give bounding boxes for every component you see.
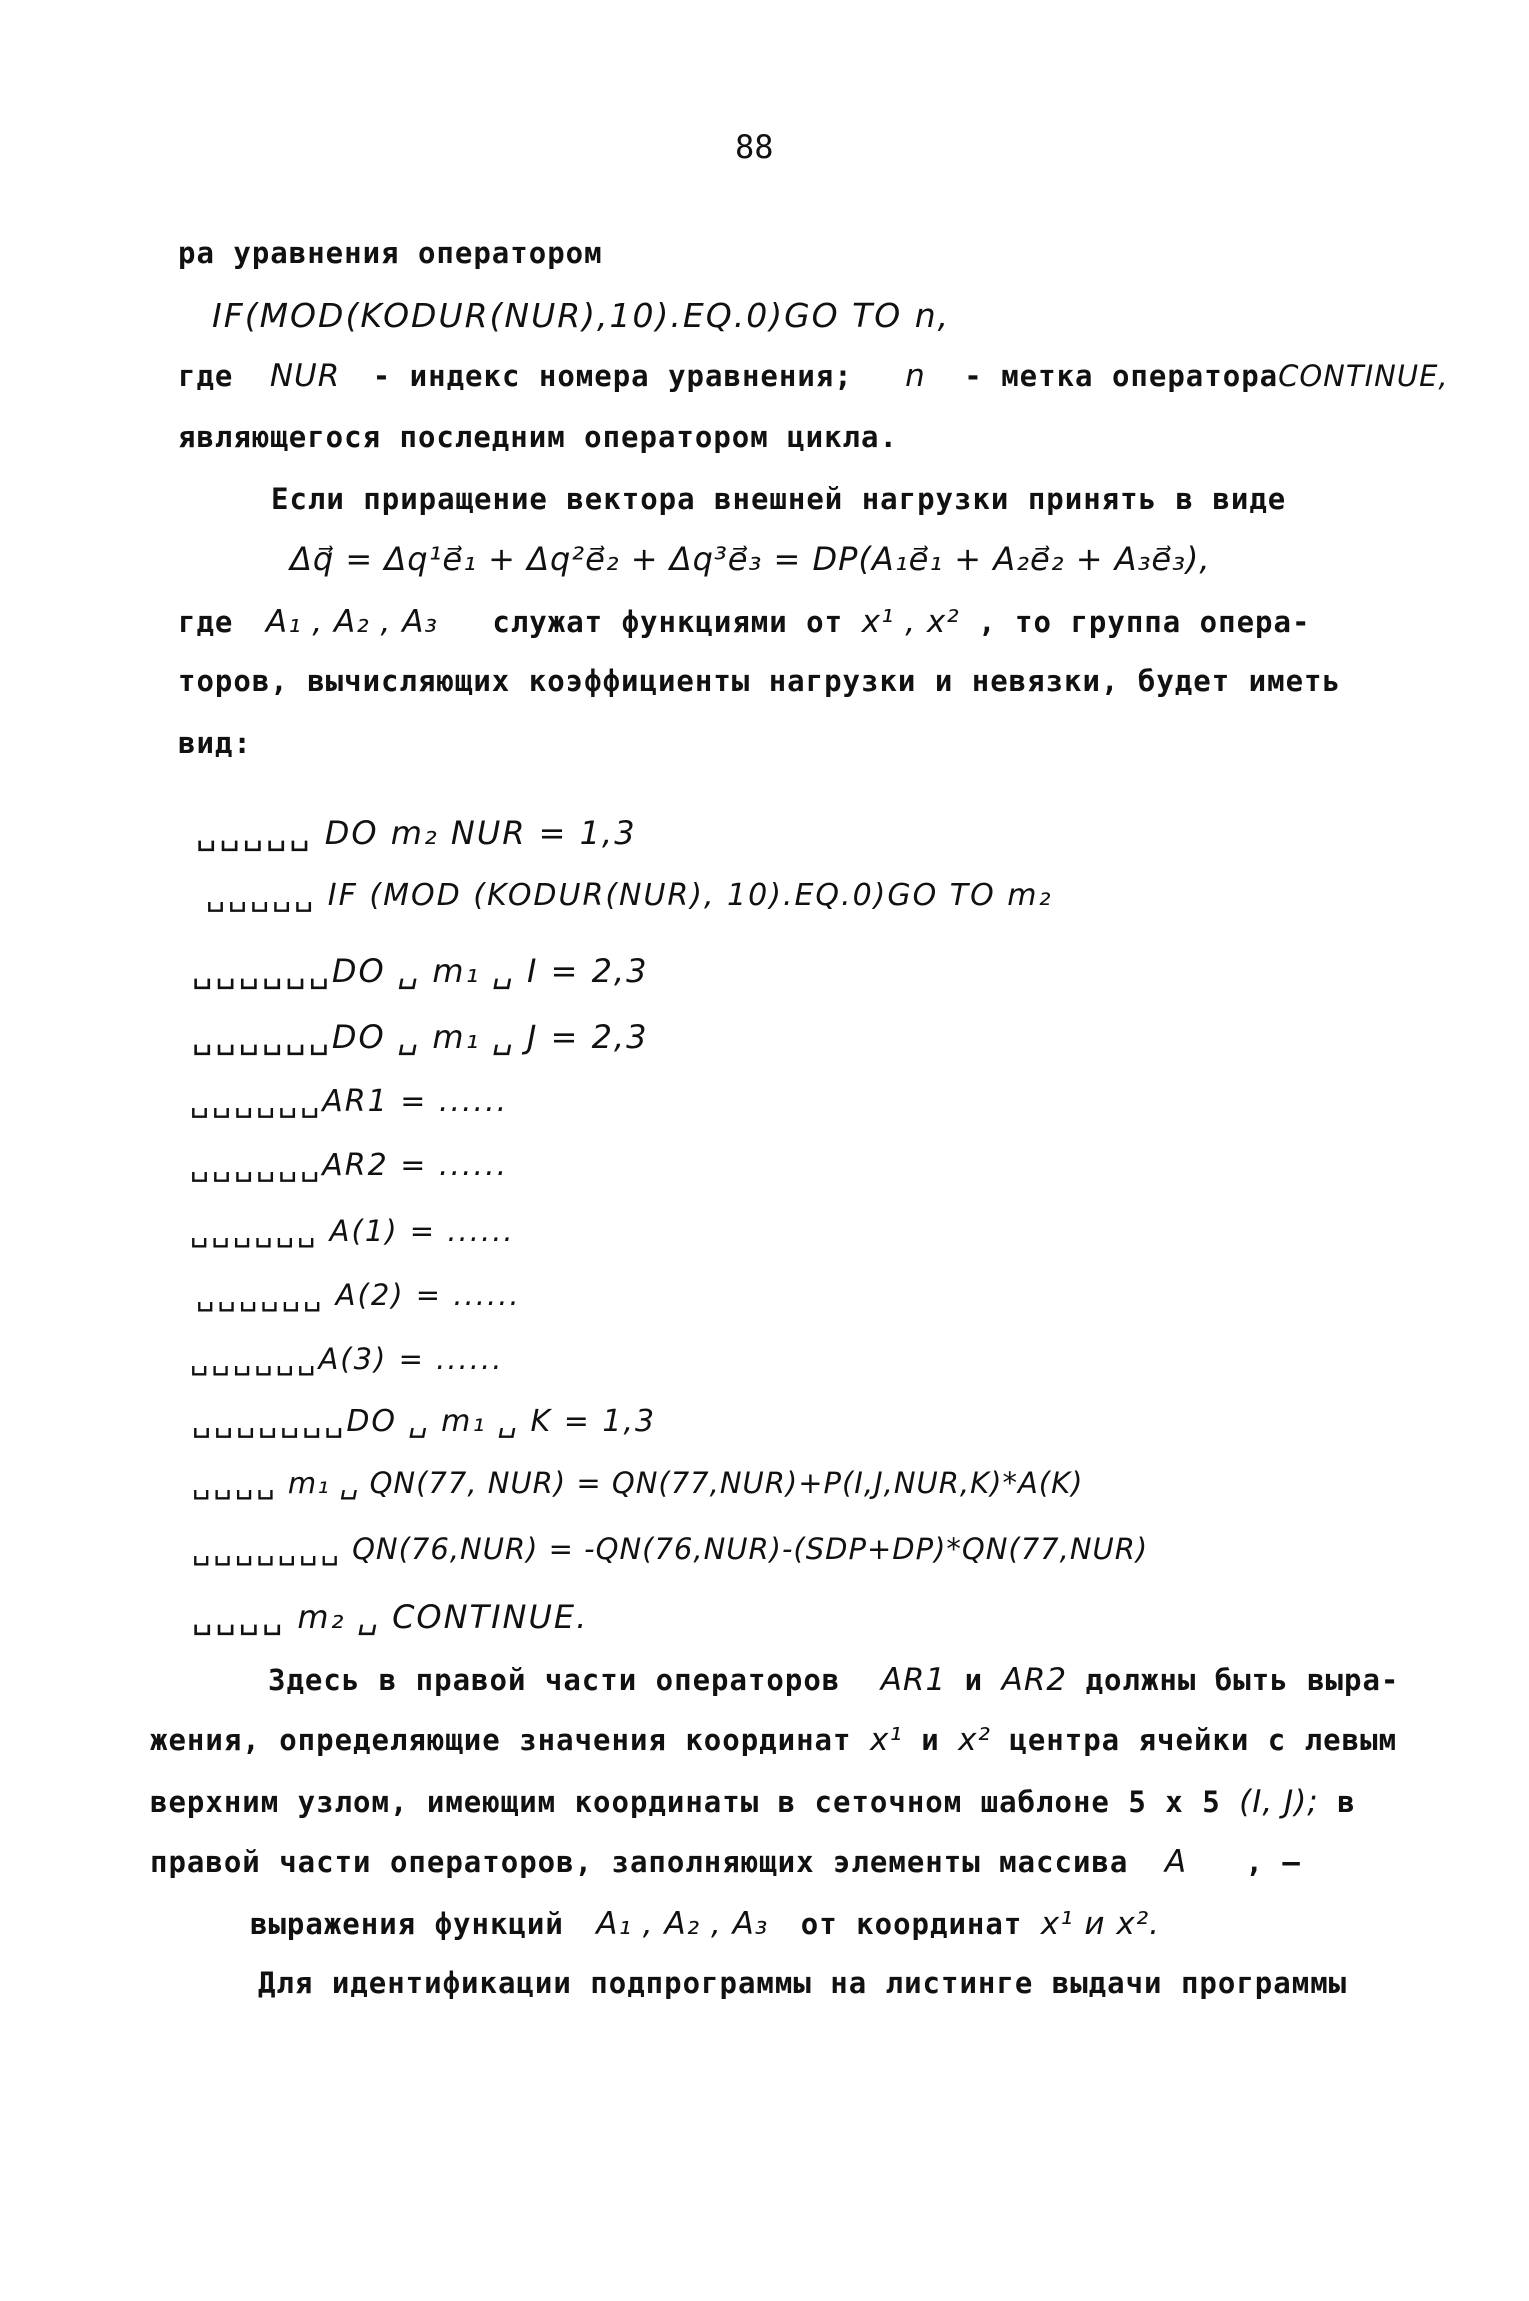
text-fragment: и <box>964 1663 984 1697</box>
var-a-list: A₁ , A₂ , A₃ <box>596 1906 769 1942</box>
blank-marks: ␣␣␣␣␣␣␣ <box>192 1532 342 1566</box>
text-line <box>150 1784 1356 1820</box>
var-continue: CONTINUE, <box>1278 359 1449 393</box>
blank-marks: ␣␣␣␣␣␣ <box>190 1214 319 1248</box>
var-nur: NUR <box>269 358 341 394</box>
text-fragment: , то группа опера- <box>978 605 1311 639</box>
blank-marks: ␣␣␣␣␣␣ <box>192 952 332 990</box>
code-line <box>192 1598 588 1636</box>
code-line <box>192 952 649 990</box>
text-fragment: в <box>1337 1785 1356 1819</box>
text-fragment: , — <box>1245 1845 1301 1879</box>
var-x-list: x¹ и x². <box>1040 1906 1161 1942</box>
text-line: являющегося последним оператором цикла. <box>178 420 898 454</box>
text-fragment: - метка оператора <box>964 359 1279 393</box>
text-line <box>150 1844 1301 1880</box>
text-line <box>250 1906 1160 1942</box>
formula-load-vector: Δq⃗ = Δq¹e⃗₁ + Δq²e⃗₂ + Δq³e⃗₃ = DP(A₁e⃗₁ + A₂e⃗₂ + A₃e⃗₃), <box>290 540 1211 578</box>
text-fragment: центра ячейки с левым <box>1009 1723 1398 1757</box>
blank-marks: ␣␣␣␣␣ <box>206 878 317 913</box>
formula-if-goto: IF(MOD(KODUR(NUR),10).EQ.0)GO TO n, <box>212 296 951 335</box>
text-fragment: служат функциями от <box>492 605 844 639</box>
var-x-list: x¹ , x² <box>861 604 960 640</box>
code-text: DO m₂ NUR = 1,3 <box>324 814 637 852</box>
blank-marks: ␣␣␣␣␣␣ <box>190 1342 319 1376</box>
code-line <box>192 1532 1148 1566</box>
text-line: вид: <box>178 726 252 760</box>
text-line <box>178 358 1449 394</box>
var-A: A <box>1164 1844 1188 1880</box>
code-text: DO ␣ m₁ ␣ I = 2,3 <box>331 952 649 990</box>
blank-marks: ␣␣␣␣␣␣ <box>192 1018 332 1056</box>
code-text: DO ␣ m₁ ␣ K = 1,3 <box>346 1404 657 1439</box>
text-fragment: где <box>178 359 234 393</box>
text-fragment: где <box>178 605 234 639</box>
var-ar1: AR1 <box>880 1662 947 1698</box>
text-line: Если приращение вектора внешней нагрузки принять в виде <box>271 482 1287 516</box>
code-text: QN(76,NUR) = -QN(76,NUR)-(SDP+DP)*QN(77,NUR) <box>352 1532 1149 1566</box>
blank-marks: ␣␣␣␣␣ <box>196 814 313 852</box>
code-line <box>190 1342 503 1376</box>
text-line: ра уравнения оператором <box>178 236 603 270</box>
blank-marks: ␣␣␣␣ <box>192 1598 286 1636</box>
page-number: 88 <box>735 128 774 166</box>
text-fragment: верхним узлом, имеющим координаты в сеточном шаблоне 5 x 5 <box>150 1785 1221 1819</box>
var-n: n <box>905 358 926 394</box>
text-line: Для идентификации подпрограммы на листинге выдачи программы <box>258 1966 1348 2000</box>
code-text: DO ␣ m₁ ␣ J = 2,3 <box>331 1018 649 1056</box>
code-line <box>206 878 1053 913</box>
text-line <box>150 1722 1397 1758</box>
blank-marks: ␣␣␣␣␣␣ <box>190 1148 323 1183</box>
text-fragment: Здесь в правой части операторов <box>268 1663 841 1697</box>
text-fragment: и <box>921 1723 940 1757</box>
code-line <box>192 1466 1083 1500</box>
var-ar2: AR2 <box>1001 1662 1068 1698</box>
blank-marks: ␣␣␣␣ <box>192 1466 278 1500</box>
text-fragment: жения, определяющие значения координат <box>150 1723 852 1757</box>
text-fragment: от координат <box>800 1907 1023 1941</box>
var-x1: x¹ <box>869 1722 903 1758</box>
text-fragment: должны быть выра- <box>1085 1663 1400 1697</box>
text-line <box>178 604 1310 640</box>
blank-marks: ␣␣␣␣␣␣ <box>190 1084 323 1119</box>
code-line <box>196 814 637 852</box>
text-fragment: выражения функций <box>250 1907 564 1941</box>
code-line <box>192 1018 649 1056</box>
code-line <box>192 1404 656 1439</box>
text-line: торов, вычисляющих коэффициенты нагрузки и невязки, будет иметь <box>178 664 1341 698</box>
blank-marks: ␣␣␣␣␣␣ <box>196 1278 325 1312</box>
text-line <box>268 1662 1399 1698</box>
code-text: A(1) = ...... <box>329 1214 515 1248</box>
code-line <box>190 1214 515 1248</box>
blank-marks: ␣␣␣␣␣␣␣ <box>192 1404 347 1439</box>
text-fragment: правой части операторов, заполняющих элементы массива <box>150 1845 1129 1879</box>
var-x2: x² <box>958 1722 991 1758</box>
code-text: AR1 = ...... <box>322 1084 509 1119</box>
code-text: AR2 = ...... <box>322 1148 509 1183</box>
code-text: m₂ ␣ CONTINUE. <box>297 1598 589 1636</box>
text-fragment: - индекс номера уравнения; <box>372 359 853 393</box>
code-text: m₁ ␣ QN(77, NUR) = QN(77,NUR)+P(I,J,NUR,K)*A(K) <box>287 1466 1084 1500</box>
code-line <box>190 1084 508 1119</box>
var-a-list: A₁ , A₂ , A₃ <box>265 604 438 640</box>
var-ij: (I, J); <box>1239 1784 1319 1820</box>
code-line <box>196 1278 521 1312</box>
code-text: A(3) = ...... <box>318 1342 504 1376</box>
code-text: A(2) = ...... <box>335 1278 521 1312</box>
code-text: IF (MOD (KODUR(NUR), 10).EQ.0)GO TO m₂ <box>327 878 1053 913</box>
code-line <box>190 1148 508 1183</box>
